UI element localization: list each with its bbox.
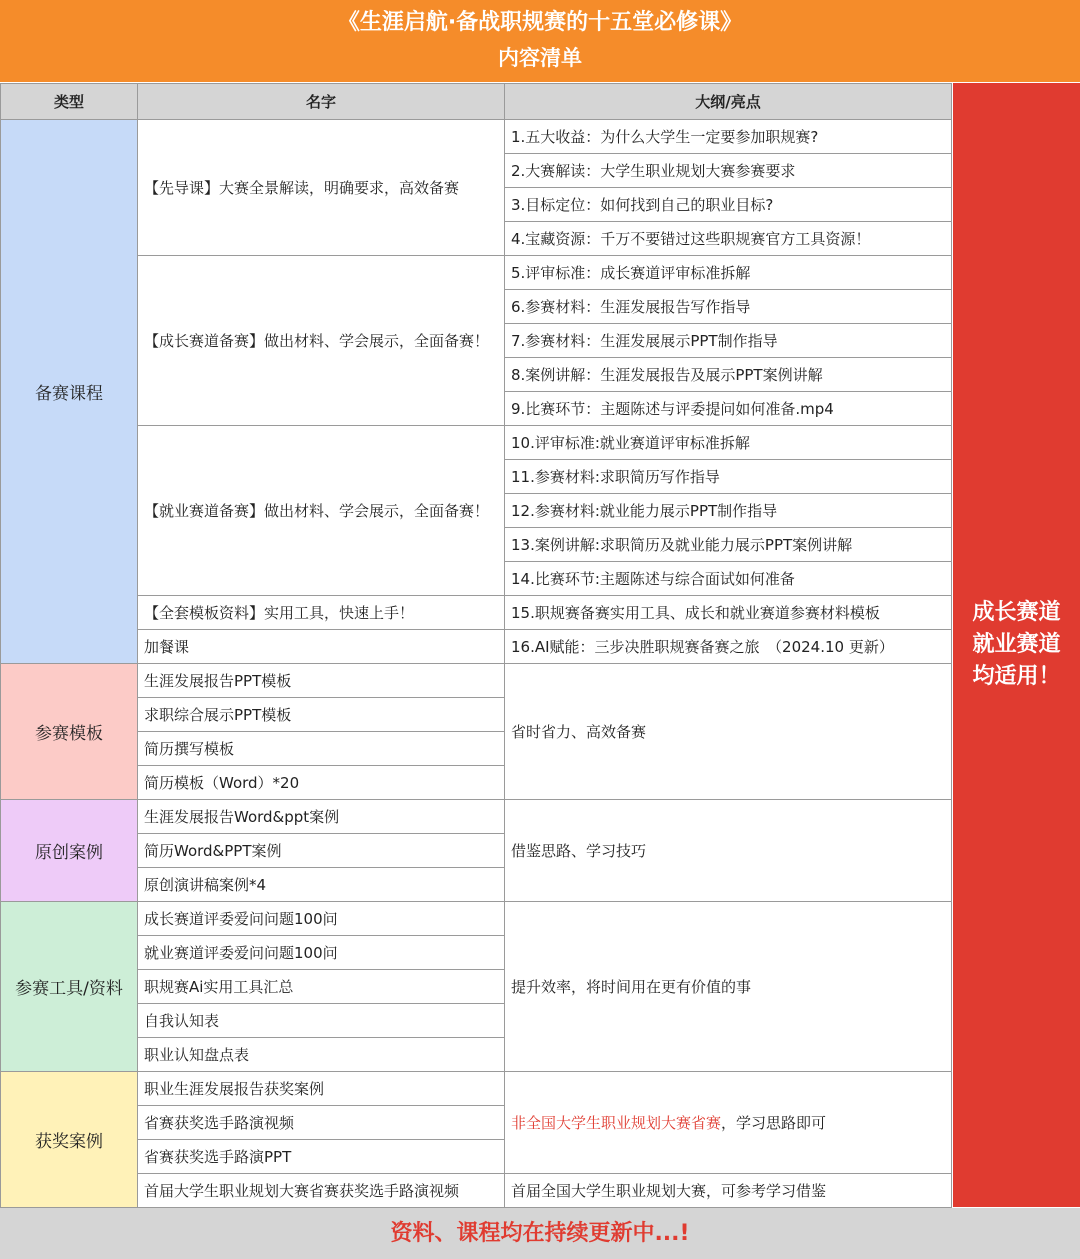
table-row bbox=[1, 630, 952, 664]
outline-cell: 8.案例讲解：生涯发展报告及展示PPT案例讲解 bbox=[505, 358, 952, 392]
highlight-cell: 首届全国大学生职业规划大赛，可参考学习借鉴 bbox=[505, 1174, 952, 1208]
outline-cell: 4.宝藏资源：千万不要错过这些职规赛官方工具资源！ bbox=[505, 222, 952, 256]
highlight-cell: 借鉴思路、学习技巧 bbox=[505, 800, 952, 902]
footer-note: 资料、课程均在持续更新中...! bbox=[0, 1208, 1080, 1259]
name-cell: 生涯发展报告Word&ppt案例 bbox=[138, 800, 505, 834]
outline-cell: 3.目标定位：如何找到自己的职业目标? bbox=[505, 188, 952, 222]
side-note-line: 成长赛道 bbox=[972, 600, 1061, 625]
outline-cell: 16.AI赋能：三步决胜职规赛备赛之旅 （2024.10 更新） bbox=[505, 630, 952, 664]
category-tools: 参赛工具/资料 bbox=[1, 902, 138, 1072]
highlight-cell: 提升效率，将时间用在更有价值的事 bbox=[505, 902, 952, 1072]
highlight-cell bbox=[505, 1072, 952, 1174]
name-cell: 职业认知盘点表 bbox=[138, 1038, 505, 1072]
outline-cell: 10.评审标准:就业赛道评审标准拆解 bbox=[505, 426, 952, 460]
outline-cell: 11.参赛材料:求职简历写作指导 bbox=[505, 460, 952, 494]
outline-cell: 9.比赛环节：主题陈述与评委提问如何准备.mp4 bbox=[505, 392, 952, 426]
table-row bbox=[1, 902, 952, 936]
content-table bbox=[0, 83, 952, 1208]
table-row bbox=[1, 1174, 952, 1208]
outline-cell: 7.参赛材料：生涯发展展示PPT制作指导 bbox=[505, 324, 952, 358]
name-cell: 简历撰写模板 bbox=[138, 732, 505, 766]
name-cell: 省赛获奖选手路演PPT bbox=[138, 1140, 505, 1174]
name-cell: 简历模板（Word）*20 bbox=[138, 766, 505, 800]
highlight-rest-text: ，学习思路即可 bbox=[721, 1114, 827, 1132]
highlight-red-text: 非全国大学生职业规划大赛省赛 bbox=[511, 1114, 722, 1132]
name-cell: 原创演讲稿案例*4 bbox=[138, 868, 505, 902]
name-cell: 加餐课 bbox=[138, 630, 505, 664]
name-cell: 就业赛道评委爱问问题100问 bbox=[138, 936, 505, 970]
name-cell: 成长赛道评委爱问问题100问 bbox=[138, 902, 505, 936]
highlight-cell: 省时省力、高效备赛 bbox=[505, 664, 952, 800]
name-cell: 【成长赛道备赛】做出材料、学会展示，全面备赛！ bbox=[138, 256, 505, 426]
name-cell: 首届大学生职业规划大赛省赛获奖选手路演视频 bbox=[138, 1174, 505, 1208]
table-row bbox=[1, 596, 952, 630]
header-name: 名字 bbox=[138, 84, 505, 120]
page-title: 《生涯启航·备战职规赛的十五堂必修课》 bbox=[337, 10, 743, 35]
name-cell: 职规赛Ai实用工具汇总 bbox=[138, 970, 505, 1004]
header-row bbox=[1, 84, 952, 120]
category-original: 原创案例 bbox=[1, 800, 138, 902]
outline-cell: 6.参赛材料：生涯发展报告写作指导 bbox=[505, 290, 952, 324]
side-note-line: 均适用！ bbox=[972, 664, 1061, 689]
name-cell: 省赛获奖选手路演视频 bbox=[138, 1106, 505, 1140]
name-cell: 【就业赛道备赛】做出材料、学会展示，全面备赛！ bbox=[138, 426, 505, 596]
name-cell: 自我认知表 bbox=[138, 1004, 505, 1038]
table-row bbox=[1, 664, 952, 698]
outline-cell: 1.五大收益：为什么大学生一定要参加职规赛? bbox=[505, 120, 952, 154]
outline-cell: 14.比赛环节:主题陈述与综合面试如何准备 bbox=[505, 562, 952, 596]
header-type: 类型 bbox=[1, 84, 138, 120]
name-cell: 简历Word&PPT案例 bbox=[138, 834, 505, 868]
name-cell: 职业生涯发展报告获奖案例 bbox=[138, 1072, 505, 1106]
category-templates: 参赛模板 bbox=[1, 664, 138, 800]
category-prep: 备赛课程 bbox=[1, 120, 138, 664]
title-banner bbox=[0, 0, 1080, 82]
outline-cell: 12.参赛材料:就业能力展示PPT制作指导 bbox=[505, 494, 952, 528]
page-subtitle: 内容清单 bbox=[498, 46, 582, 70]
table-row bbox=[1, 1072, 952, 1106]
outline-cell: 13.案例讲解:求职简历及就业能力展示PPT案例讲解 bbox=[505, 528, 952, 562]
name-cell: 【先导课】大赛全景解读，明确要求，高效备赛 bbox=[138, 120, 505, 256]
outline-cell: 15.职规赛备赛实用工具、成长和就业赛道参赛材料模板 bbox=[505, 596, 952, 630]
table-row bbox=[1, 120, 952, 154]
category-awards: 获奖案例 bbox=[1, 1072, 138, 1208]
table-row bbox=[1, 426, 952, 460]
table-row bbox=[1, 800, 952, 834]
side-note-line: 就业赛道 bbox=[972, 632, 1061, 657]
name-cell: 【全套模板资料】实用工具，快速上手！ bbox=[138, 596, 505, 630]
name-cell: 求职综合展示PPT模板 bbox=[138, 698, 505, 732]
side-note-panel bbox=[953, 83, 1080, 1207]
name-cell: 生涯发展报告PPT模板 bbox=[138, 664, 505, 698]
table-row bbox=[1, 256, 952, 290]
header-outline: 大纲/亮点 bbox=[505, 84, 952, 120]
outline-cell: 2.大赛解读：大学生职业规划大赛参赛要求 bbox=[505, 154, 952, 188]
outline-cell: 5.评审标准：成长赛道评审标准拆解 bbox=[505, 256, 952, 290]
